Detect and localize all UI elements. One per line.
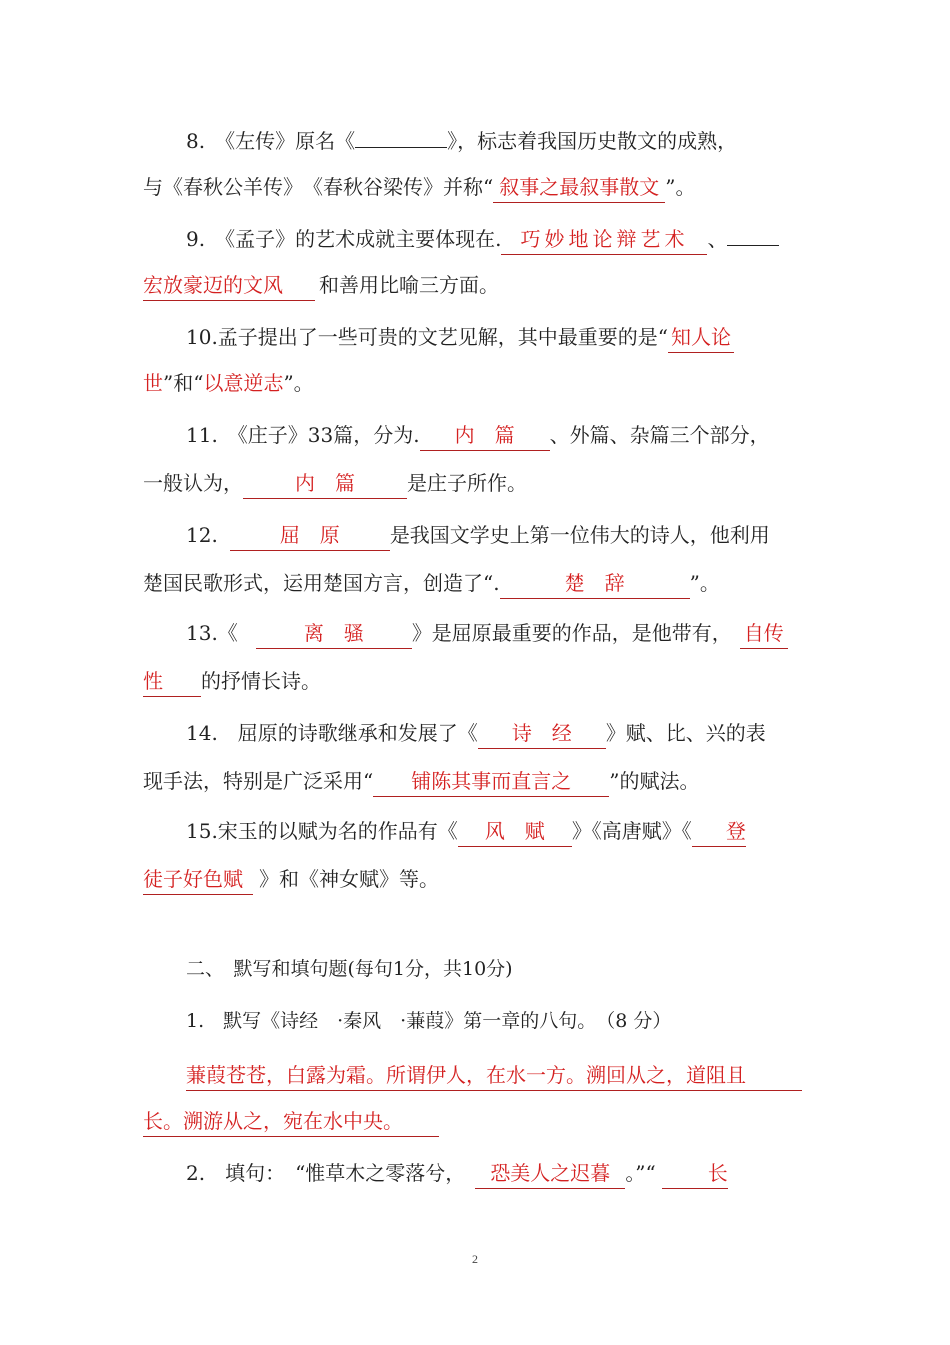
- answer-blank[interactable]: 离 骚: [256, 618, 412, 649]
- question-12-line-2: 楚国民歌形式，运用楚国方言，创造了“. 楚 辞 ”。: [143, 566, 810, 600]
- question-8-line-2: 与《春秋公羊传》 《春秋谷梁传》并称“ 叙事之最叙事散文 ”。: [143, 170, 810, 204]
- question-10-line-2: 世”和“以意逆志”。: [143, 371, 314, 395]
- answer-blank[interactable]: 风 赋: [458, 816, 572, 847]
- question-12-line-1: 12. 屈 原 是我国文学史上第一位伟大的诗人，他利用: [186, 518, 810, 552]
- question-9-line-1: 9. 《孟子》的艺术成就主要体现在. 巧妙地论辩艺术 、: [186, 222, 810, 256]
- question-8-line-1: 8. 《左传》原名《 》，标志着我国历史散文的成熟，: [186, 129, 738, 153]
- answer-blank-empty[interactable]: [355, 147, 447, 148]
- page-number: 2: [472, 1252, 478, 1266]
- question-11-line-1: 11. 《庄子》33篇，分为. 内 篇 、外篇、杂篇三个部分，: [186, 418, 810, 452]
- section-2-title: 二、 默写和填句题(每句1分，共10分): [186, 958, 513, 980]
- answer-blank[interactable]: 登: [692, 816, 746, 847]
- section-2-answer-line-2: [143, 1104, 810, 1138]
- answer-blank[interactable]: 诗 经: [478, 718, 606, 749]
- question-9-line-2: 宏放豪迈的文风 和善用比喻三方面。: [143, 268, 810, 302]
- question-10-line-1: 10.孟子提出了一些可贵的文艺见解，其中最重要的是“ 知人论: [186, 320, 810, 354]
- section-2-answer-line-1: [186, 1058, 810, 1092]
- question-15-line-1: 15.宋玉的以赋为名的作品有《 风 赋 》《高唐赋》《 登: [186, 814, 810, 848]
- answer-blank[interactable]: 宏放豪迈的文风: [143, 270, 315, 301]
- answer-blank[interactable]: 楚 辞: [500, 568, 690, 599]
- answer-blank[interactable]: 屈 原: [230, 520, 390, 551]
- question-13-line-2: 性 的抒情长诗。: [143, 664, 810, 698]
- question-14-line-1: 14. 屈原的诗歌继承和发展了《 诗 经 》赋、比、兴的表: [186, 716, 810, 750]
- answer-blank[interactable]: 内 篇: [420, 420, 550, 451]
- answer-blank[interactable]: 蒹葭苍苍，白露为霜。所谓伊人，在水一方。溯回从之，道阻且: [186, 1060, 802, 1091]
- answer-blank[interactable]: 铺陈其事而直言之: [373, 766, 609, 797]
- question-15-line-2: 徒子好色赋 》和《神女赋》等。: [143, 862, 810, 896]
- answer-blank[interactable]: 叙事之最叙事散文: [493, 172, 665, 203]
- answer-blank[interactable]: 恐美人之迟暮: [475, 1158, 625, 1189]
- answer-blank-continued[interactable]: 徒子好色赋: [143, 864, 253, 895]
- question-11-line-2: 一般认为， 内 篇 是庄子所作。: [143, 466, 810, 500]
- section-2-question-1: 1. 默写《诗经 ·秦风 ·蒹葭》第一章的八句。 （8 分）: [186, 1010, 672, 1032]
- question-13-line-1: 13.《 离 骚 》是屈原最重要的作品，是他带有， 自传: [186, 616, 810, 650]
- question-14-line-2: 现手法，特别是广泛采用“ 铺陈其事而直言之 ”的赋法。: [143, 764, 810, 798]
- answer-blank[interactable]: 自传: [740, 618, 788, 649]
- answer-blank-continued[interactable]: 性: [143, 666, 201, 697]
- answer-text[interactable]: 以意逆志: [203, 371, 284, 395]
- answer-blank[interactable]: 长: [662, 1158, 728, 1189]
- answer-blank[interactable]: 巧妙地论辩艺术: [501, 224, 707, 255]
- answer-blank-continued[interactable]: 长。溯游从之，宛在水中央。: [143, 1106, 439, 1137]
- answer-blank-continued[interactable]: [727, 245, 779, 246]
- section-2-question-2: 2. 填句： “惟草木之零落兮， 恐美人之迟暮 。”“ 长: [186, 1156, 810, 1190]
- answer-blank[interactable]: 内 篇: [243, 468, 407, 499]
- answer-blank[interactable]: 知人论: [668, 322, 734, 353]
